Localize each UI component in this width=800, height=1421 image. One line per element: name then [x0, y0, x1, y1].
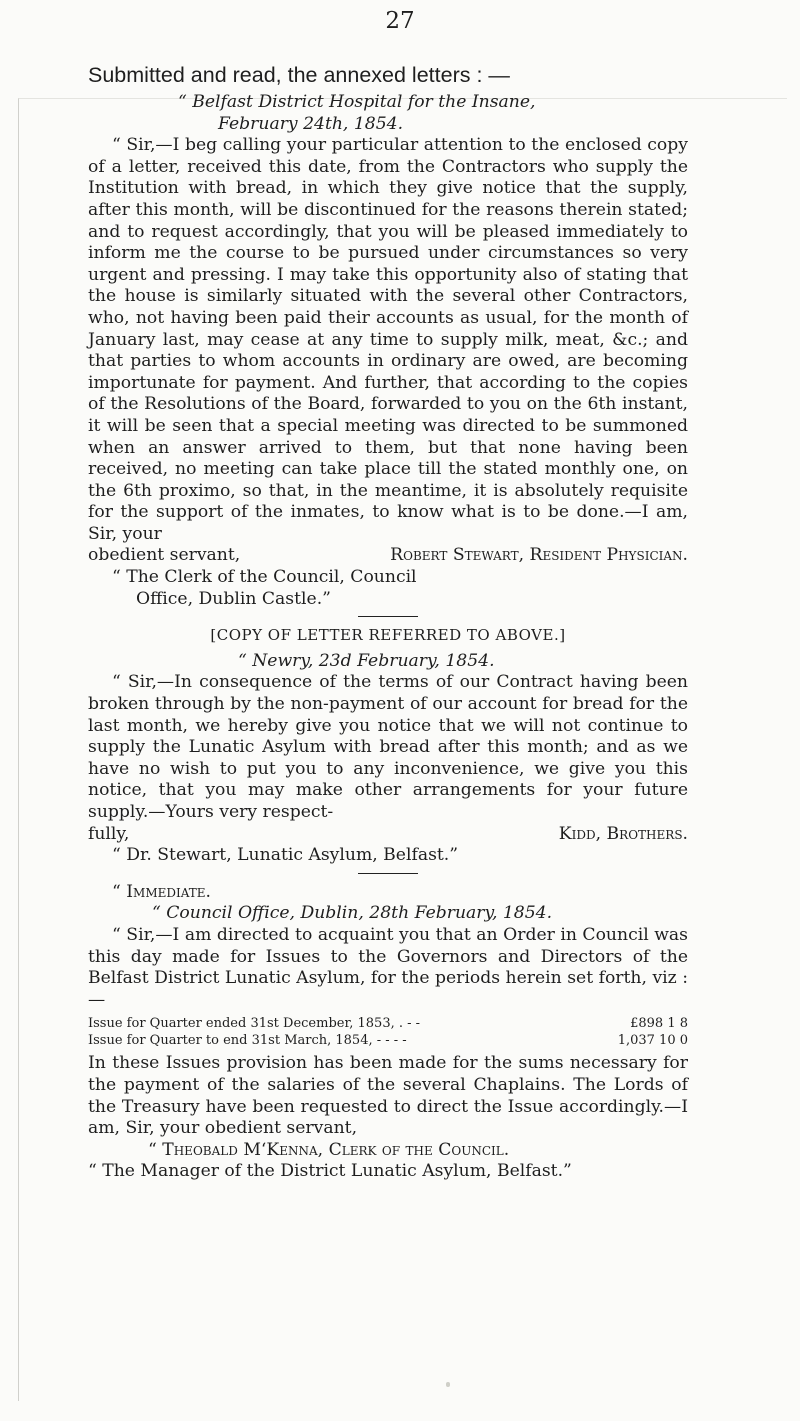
letter1-body: “ Sir,—I beg calling your particular attention to the enclosed copy of a letter, received this date, from the Contractors who supply the Institution with bread, in which they give notice that the supply, after this month, will be discontinued for the reasons therein stated; and to request accordingly, that you will be pleased immediately to inform me the course to be pursued under circumstances so very urgent and pressing. I may take this opportunity also of stating that the house is similarly situated with the several other Contractors, who, not having been paid their accounts as usual, for the month of January last, may cease at any time to supply milk, meat, &c.; and that parties to whom accounts in ordinary are owed, are becoming importunate for payment. And further, that according to the copies of the Resolutions of the Board, forwarded to you on the 6th instant, it will be seen that a special meeting was directed to be summoned when an answer arrived to them, but that none having been received, no meeting can take place till the stated monthly one, on the 6th proximo, so that, in the meantime, it is absolutely requisite for the support of the inmates, to know what is to be done.—I am, Sir, your: [88, 135, 688, 544]
letter2-address: “ Dr. Stewart, Lunatic Asylum, Belfast.”: [112, 845, 459, 866]
paper-stain: [446, 1382, 450, 1387]
letter3-immediate: “ Immediate.: [112, 881, 211, 902]
page-content: [88, 60, 688, 1183]
issue-row: Issue for Quarter ended 31st December, 1853, . - - £898 1 8: [88, 1016, 688, 1032]
letter3-address: “ The Manager of the District Lunatic Asylum, Belfast.”: [88, 1161, 572, 1182]
issues-table: [88, 1015, 688, 1049]
letter1-signature-line: [88, 545, 688, 567]
letter3-body-1: “ Sir,—I am directed to acquaint you that an Order in Council was this day made for Issues to the Governors and Directors of the Belfast District Lunatic Asylum, for the periods herein set forth, viz :—: [88, 924, 688, 1010]
letter1-address-2: Office, Dublin Castle.”: [136, 588, 331, 609]
letter1-closing: obedient servant,: [88, 545, 241, 566]
letter3-body-2: In these Issues provision has been made for the sums necessary for the payment of the salaries of the several Chaplains. The Lords of the Treasury have been requested to direct the Issue accordingly.—I am, Sir, your obedient servant,: [88, 1053, 688, 1139]
letter2-body: “ Sir,—In consequence of the terms of our Contract having been broken through by the non-payment of our account for bread for the last month, we hereby give you notice that we will not continue to supply the Lunatic Asylum with bread after this month; and as we have no wish to put you to any inconvenience, we give you this notice, that you may make other arrangements for your future supply.—Yours very respect-: [88, 672, 688, 822]
letter1-address-1: “ The Clerk of the Council, Council: [112, 567, 417, 588]
letter1-signature: Robert Stewart, Resident Physician.: [390, 545, 688, 566]
letter2-signature: Kidd, Brothers.: [558, 823, 688, 844]
copy-note: [COPY OF LETTER REFERRED TO ABOVE.]: [210, 626, 566, 645]
issue-row: Issue for Quarter to end 31st March, 1854, - - - - 1,037 10 0: [88, 1033, 688, 1049]
section-heading: Submitted and read, the annexed letters : —: [88, 63, 510, 87]
letter2-signature-line: [88, 824, 688, 846]
letter3-dateline: “ Council Office, Dublin, 28th February, 1854.: [152, 903, 553, 924]
page-number: 27: [385, 8, 415, 34]
letter2-closing: fully,: [88, 823, 130, 844]
divider: [358, 616, 418, 617]
letter2-dateline: “ Newry, 23d February, 1854.: [238, 650, 495, 671]
letter1-dateline: “ Belfast District Hospital for the Insane,: [178, 92, 536, 112]
letter1-dateline-2: February 24th, 1854.: [218, 113, 404, 134]
divider-2: [358, 873, 418, 874]
letter3-signature: “ Theobald M‘Kenna, Clerk of the Council.: [148, 1139, 510, 1160]
